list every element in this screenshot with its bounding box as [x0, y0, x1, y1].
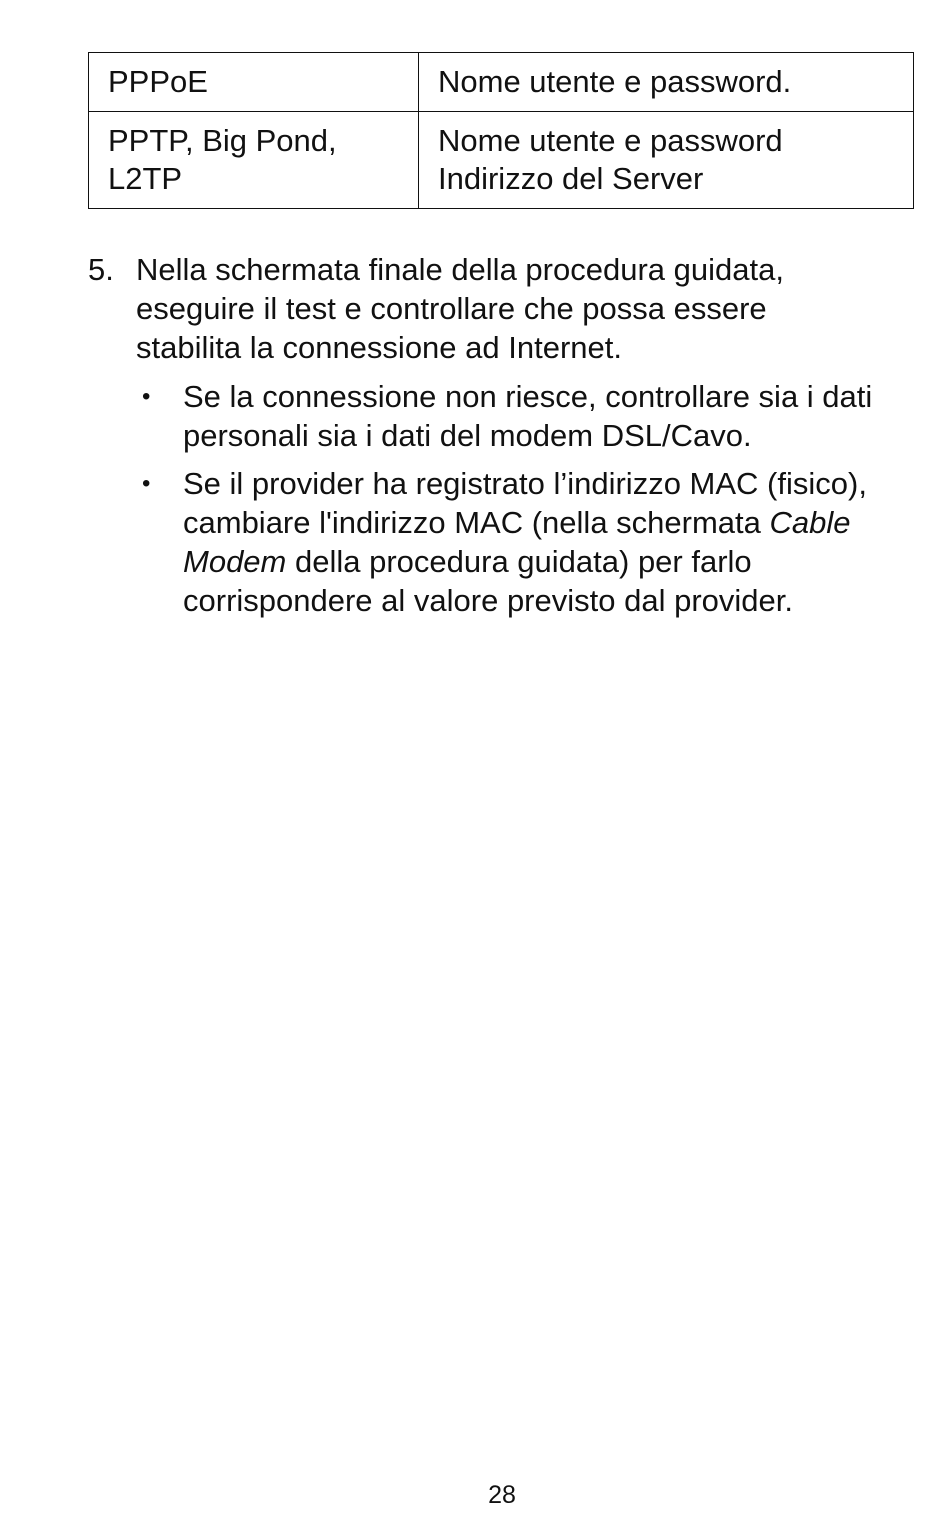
required-info-cell	[419, 112, 914, 209]
bullet-text: della procedura guidata) per farlo	[286, 544, 752, 579]
bullet-icon: •	[142, 383, 151, 410]
cell-text: PPPoE	[108, 64, 208, 99]
connection-type-table	[88, 52, 914, 209]
bullet-text: cambiare l'indirizzo MAC (nella schermata	[183, 505, 770, 540]
required-info-cell	[419, 53, 914, 112]
bullet-text-line	[183, 542, 936, 581]
cell-text: L2TP	[108, 161, 183, 196]
step-text-line: eseguire il test e controllare che possa essere	[136, 291, 767, 326]
list-item	[136, 464, 936, 620]
connection-type-cell	[89, 53, 419, 112]
bullet-icon: •	[142, 470, 151, 497]
step-text-line: Nella schermata finale della procedura guidata,	[136, 252, 784, 287]
numbered-step	[88, 250, 928, 367]
step-number: 5.	[88, 252, 114, 287]
table-row	[89, 53, 914, 112]
cell-text: PPTP, Big Pond,	[108, 123, 337, 158]
step-text	[136, 250, 928, 367]
page-number: 28	[488, 1481, 516, 1509]
table-row	[89, 112, 914, 209]
bullet-text-line: Se il provider ha registrato l’indirizzo MAC (fisico),	[183, 466, 867, 501]
bullet-text-line	[183, 503, 936, 542]
screen-name-text: Cable	[769, 505, 851, 540]
cell-text: Nome utente e password.	[438, 64, 792, 99]
cell-text: Nome utente e password	[438, 123, 783, 158]
step-text-line: stabilita la connessione ad Internet.	[136, 330, 622, 365]
bullet-list	[136, 377, 936, 629]
list-item	[136, 377, 936, 455]
screen-name-text: Modem	[183, 544, 287, 579]
connection-type-cell	[89, 112, 419, 209]
cell-text: Indirizzo del Server	[438, 161, 704, 196]
bullet-text-line: personali sia i dati del modem DSL/Cavo.	[183, 418, 752, 453]
bullet-text-line: corrispondere al valore previsto dal provider.	[183, 583, 793, 618]
bullet-text-line: Se la connessione non riesce, controllare sia i dati	[183, 379, 873, 414]
